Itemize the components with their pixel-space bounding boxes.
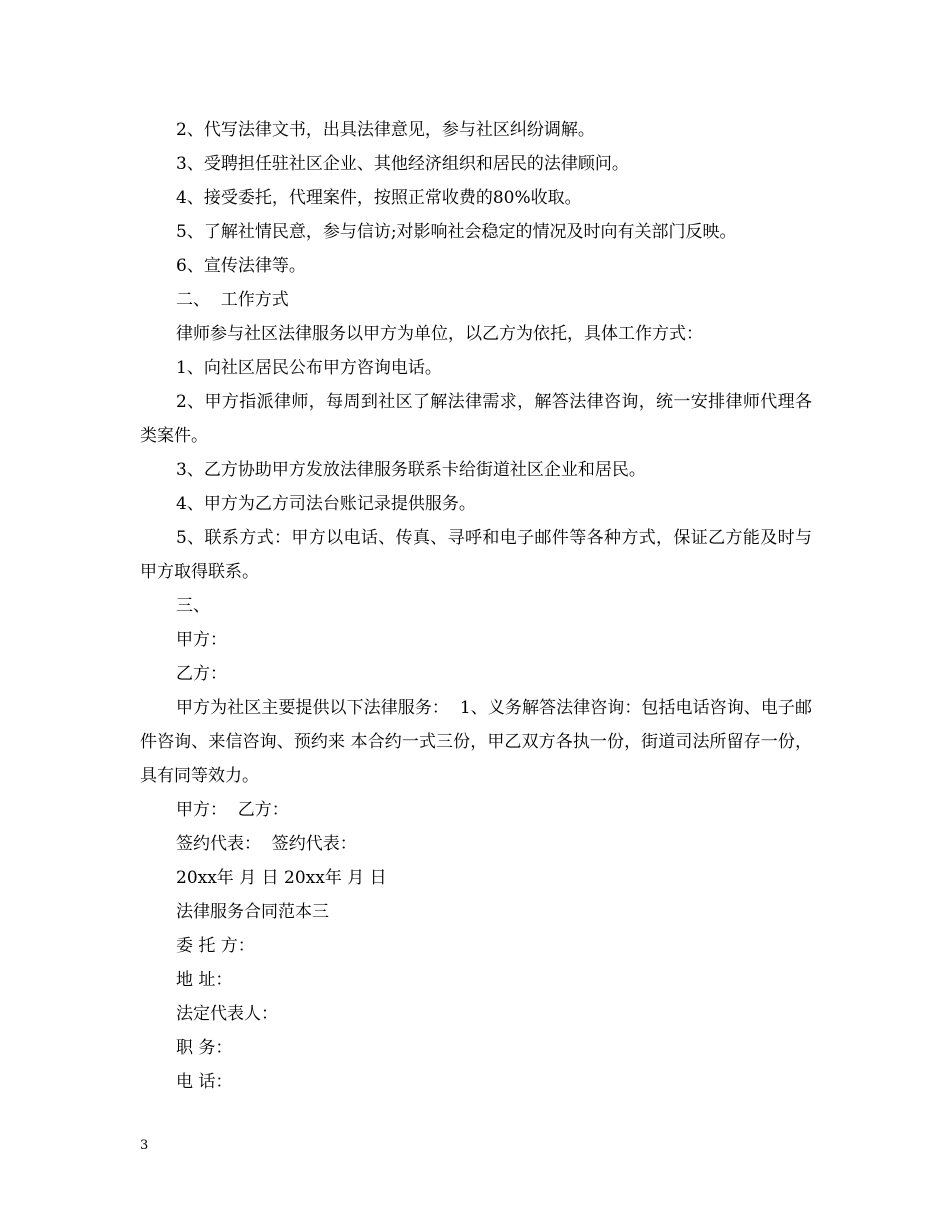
signature-dates: 20xx年 月 日 20xx年 月 日 (176, 868, 387, 888)
paragraph: 6、宣传法律等。 (176, 256, 306, 276)
paragraph: 4、接受委托，代理案件，按照正常收费的80%收取。 (176, 188, 582, 208)
paragraph: 1、向社区居民公布甲方咨询电话。 (176, 358, 442, 378)
client-label: 委 托 方： (176, 936, 255, 956)
contract-title: 法律服务合同范本三 (176, 902, 329, 922)
paragraph: 4、甲方为乙方司法台账记录提供服务。 (176, 494, 476, 514)
document-body (140, 113, 812, 1099)
paragraph: 3、受聘担任驻社区企业、其他经济组织和居民的法律顾问。 (176, 154, 629, 174)
paragraph: 2、代写法律文书，出具法律意见，参与社区纠纷调解。 (176, 120, 595, 140)
position-label: 职 务： (176, 1038, 233, 1058)
party-a-label: 甲方： (176, 630, 227, 650)
signature-representatives: 签约代表： 签约代表： (176, 834, 357, 854)
paragraph: 律师参与社区法律服务以甲方为单位，以乙方为依托，具体工作方式： (176, 324, 703, 344)
party-b-label: 乙方： (176, 664, 227, 684)
paragraph: 2、甲方指派律师，每周到社区了解法律需求，解答法律咨询，统一安排律师代理各类案件。 (140, 392, 812, 446)
section-heading: 二、 工作方式 (176, 290, 289, 310)
paragraph: 甲方为社区主要提供以下法律服务： 1、义务解答法律咨询：包括电话咨询、电子邮件咨询、来信咨询、预约来 本合约一式三份，甲乙双方各执一份，街道司法所留存一份，具有同等效力。 (140, 698, 812, 786)
phone-label: 电 话： (176, 1072, 233, 1092)
address-label: 地 址： (176, 970, 233, 990)
page-number: 3 (140, 1138, 149, 1153)
paragraph: 5、了解社情民意，参与信访;对影响社会稳定的情况及时向有关部门反映。 (176, 222, 737, 242)
section-heading: 三、 (176, 596, 210, 616)
signature-parties: 甲方： 乙方： (176, 800, 289, 820)
legal-representative-label: 法定代表人： (176, 1004, 278, 1024)
paragraph: 3、乙方协助甲方发放法律服务联系卡给街道社区企业和居民。 (176, 460, 646, 480)
paragraph: 5、联系方式：甲方以电话、传真、寻呼和电子邮件等各种方式，保证乙方能及时与甲方取得联系。 (140, 528, 812, 582)
